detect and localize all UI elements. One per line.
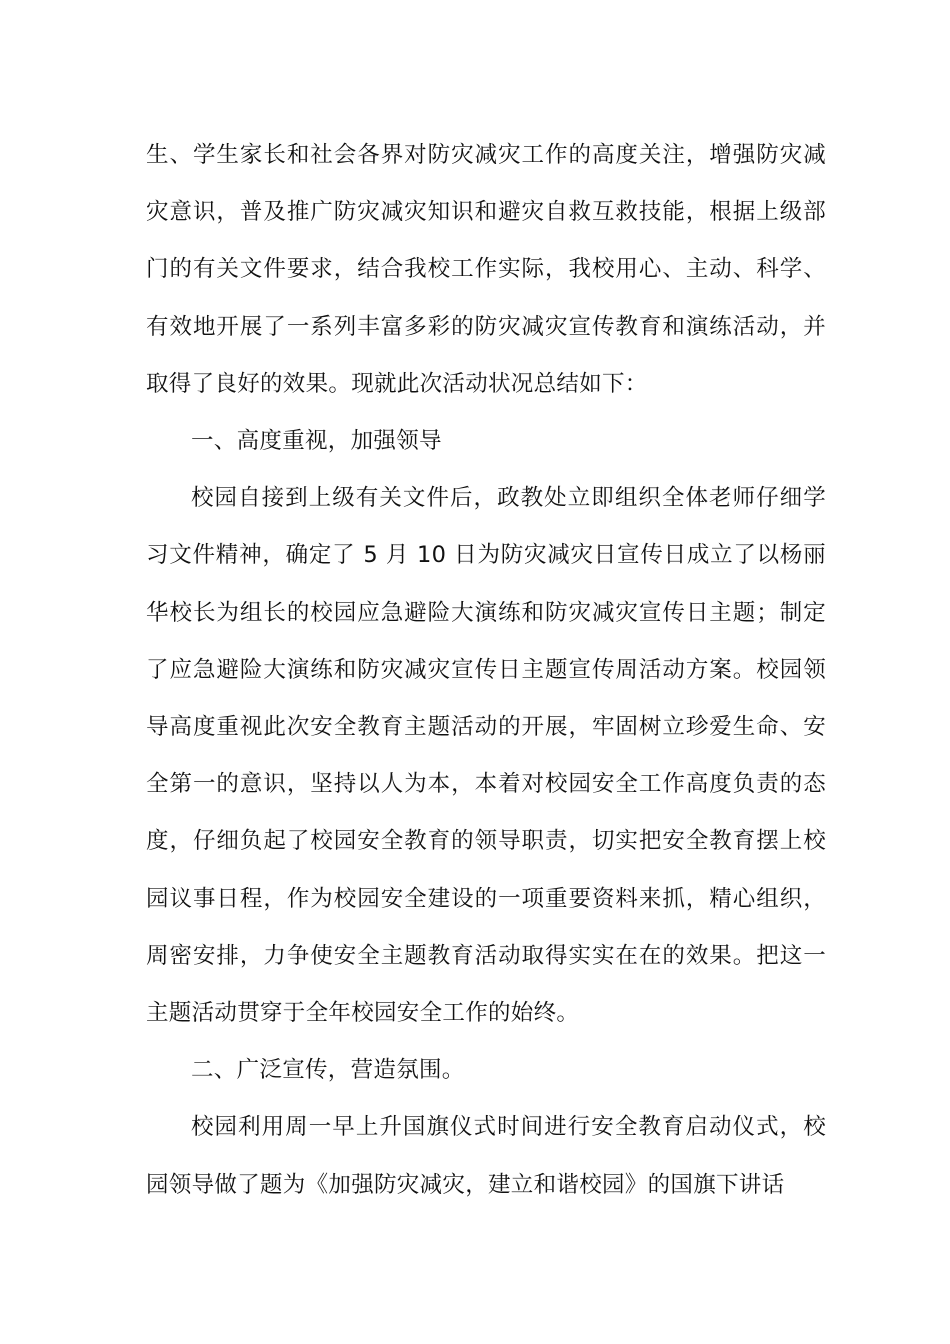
document-body — [146, 127, 826, 1214]
paragraph-section-2: 校园利用周一早上升国旗仪式时间进行安全教育启动仪式，校园领导做了题为《加强防灾减灾，建立和谐校园》的国旗下讲话 — [146, 1114, 826, 1198]
heading-section-2: 二、广泛宣传，营造氛围。 — [191, 1057, 465, 1084]
paragraph-intro: 生、学生家长和社会各界对防灾减灾工作的高度关注，增强防灾减灾意识，普及推广防灾减灾知识和避灾自救互救技能，根据上级部门的有关文件要求，结合我校工作实际，我校用心、主动、科学、有效地开展了一系列丰富多彩的防灾减灾宣传教育和演练活动，并取得了良好的效果。现就此次活动状况总结如下： — [146, 142, 826, 397]
paragraph-section-1: 校园自接到上级有关文件后，政教处立即组织全体老师仔细学习文件精神，确定了 5 月 10 日为防灾减灾日宣传日成立了以杨丽华校长为组长的校园应急避险大演练和防灾减灾宣传日主题；制定了应急避险大演练和防灾减灾宣传日主题宣传周活动方案。校园领导高度重视此次安全教育主题活动的开展，牢固树立珍爱生命、安全第一的意识，坚持以人为本，本着对校园安全工作高度负责的态度，仔细负起了校园安全教育的领导职责，切实把安全教育摆上校园议事日程，作为校园安全建设的一项重要资料来抓，精心组织，周密安排，力争使安全主题教育活动取得实实在在的效果。把这一主题活动贯穿于全年校园安全工作的始终。 — [146, 485, 826, 1027]
heading-section-1: 一、高度重视，加强领导 — [191, 428, 442, 455]
